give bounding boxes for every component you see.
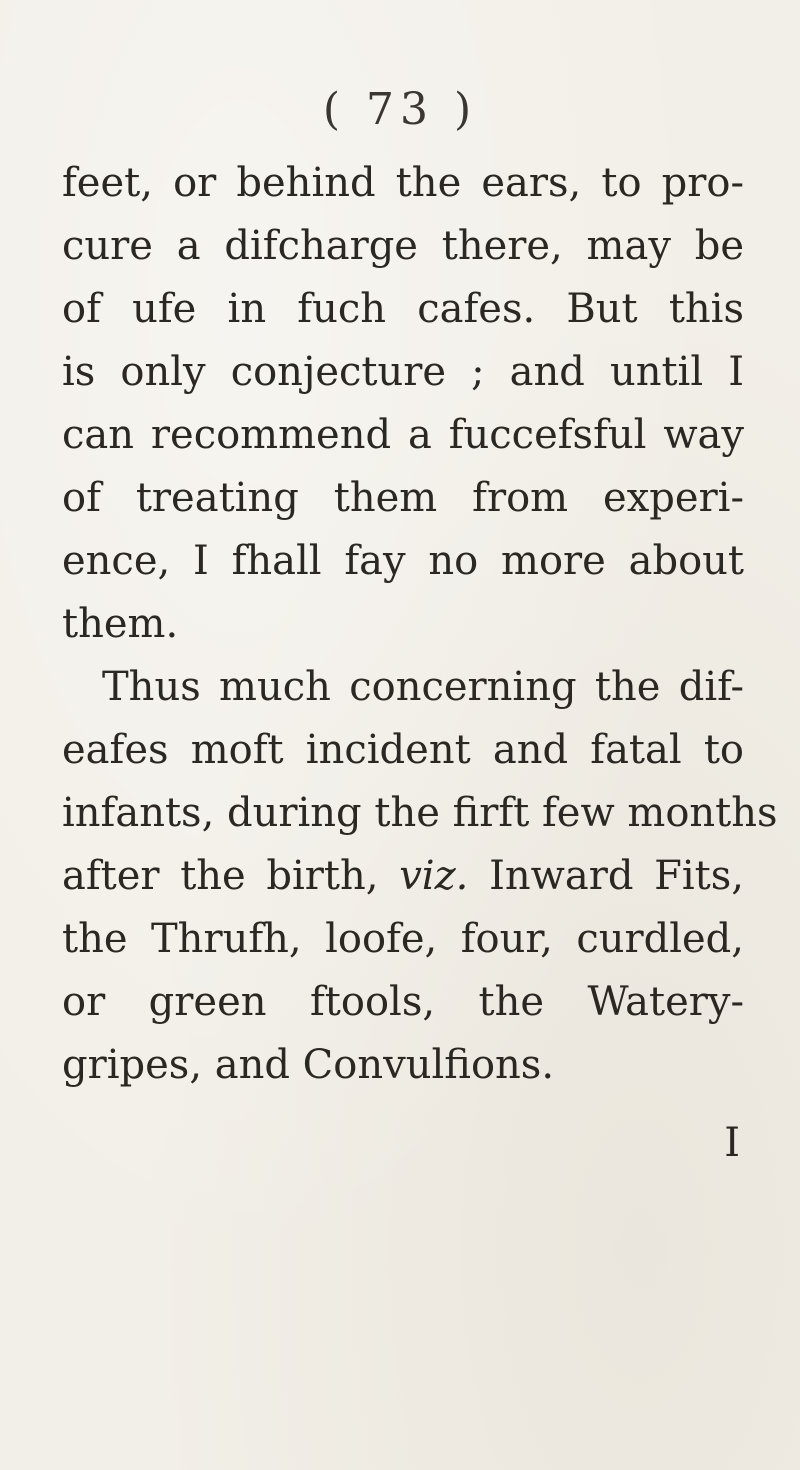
text-line: after the birth, viz. Inward Fits, [62,853,744,899]
paragraph-2 [62,656,778,1097]
catchword: I [724,1120,740,1166]
text-line: cure a difcharge there, may be [62,223,744,269]
text-line: Thus much concerning the dif- [102,664,744,710]
text-line: gripes, and Convulfions. [62,1042,555,1088]
text-line: can recommend a fuccefsful way [62,412,744,458]
text-line: infants, during the firft few months [62,790,778,836]
text-line: of treating them from experi- [62,475,744,521]
text-line: ence, I fhall fay no more about [62,538,744,584]
text-line: is only conjecture ; and until I [62,349,744,395]
text-line: feet, or behind the ears, to pro- [62,160,744,206]
paragraph-1 [62,152,744,656]
text-line: them. [62,601,179,647]
text-line: of ufe in fuch cafes. But this [62,286,744,332]
text-line: or green ftools, the Watery- [62,979,744,1025]
page-number-header: ( 73 ) [322,84,478,135]
text-line: the Thrufh, loofe, four, curdled, [62,916,744,962]
text-line: eafes moft incident and fatal to [62,727,744,773]
